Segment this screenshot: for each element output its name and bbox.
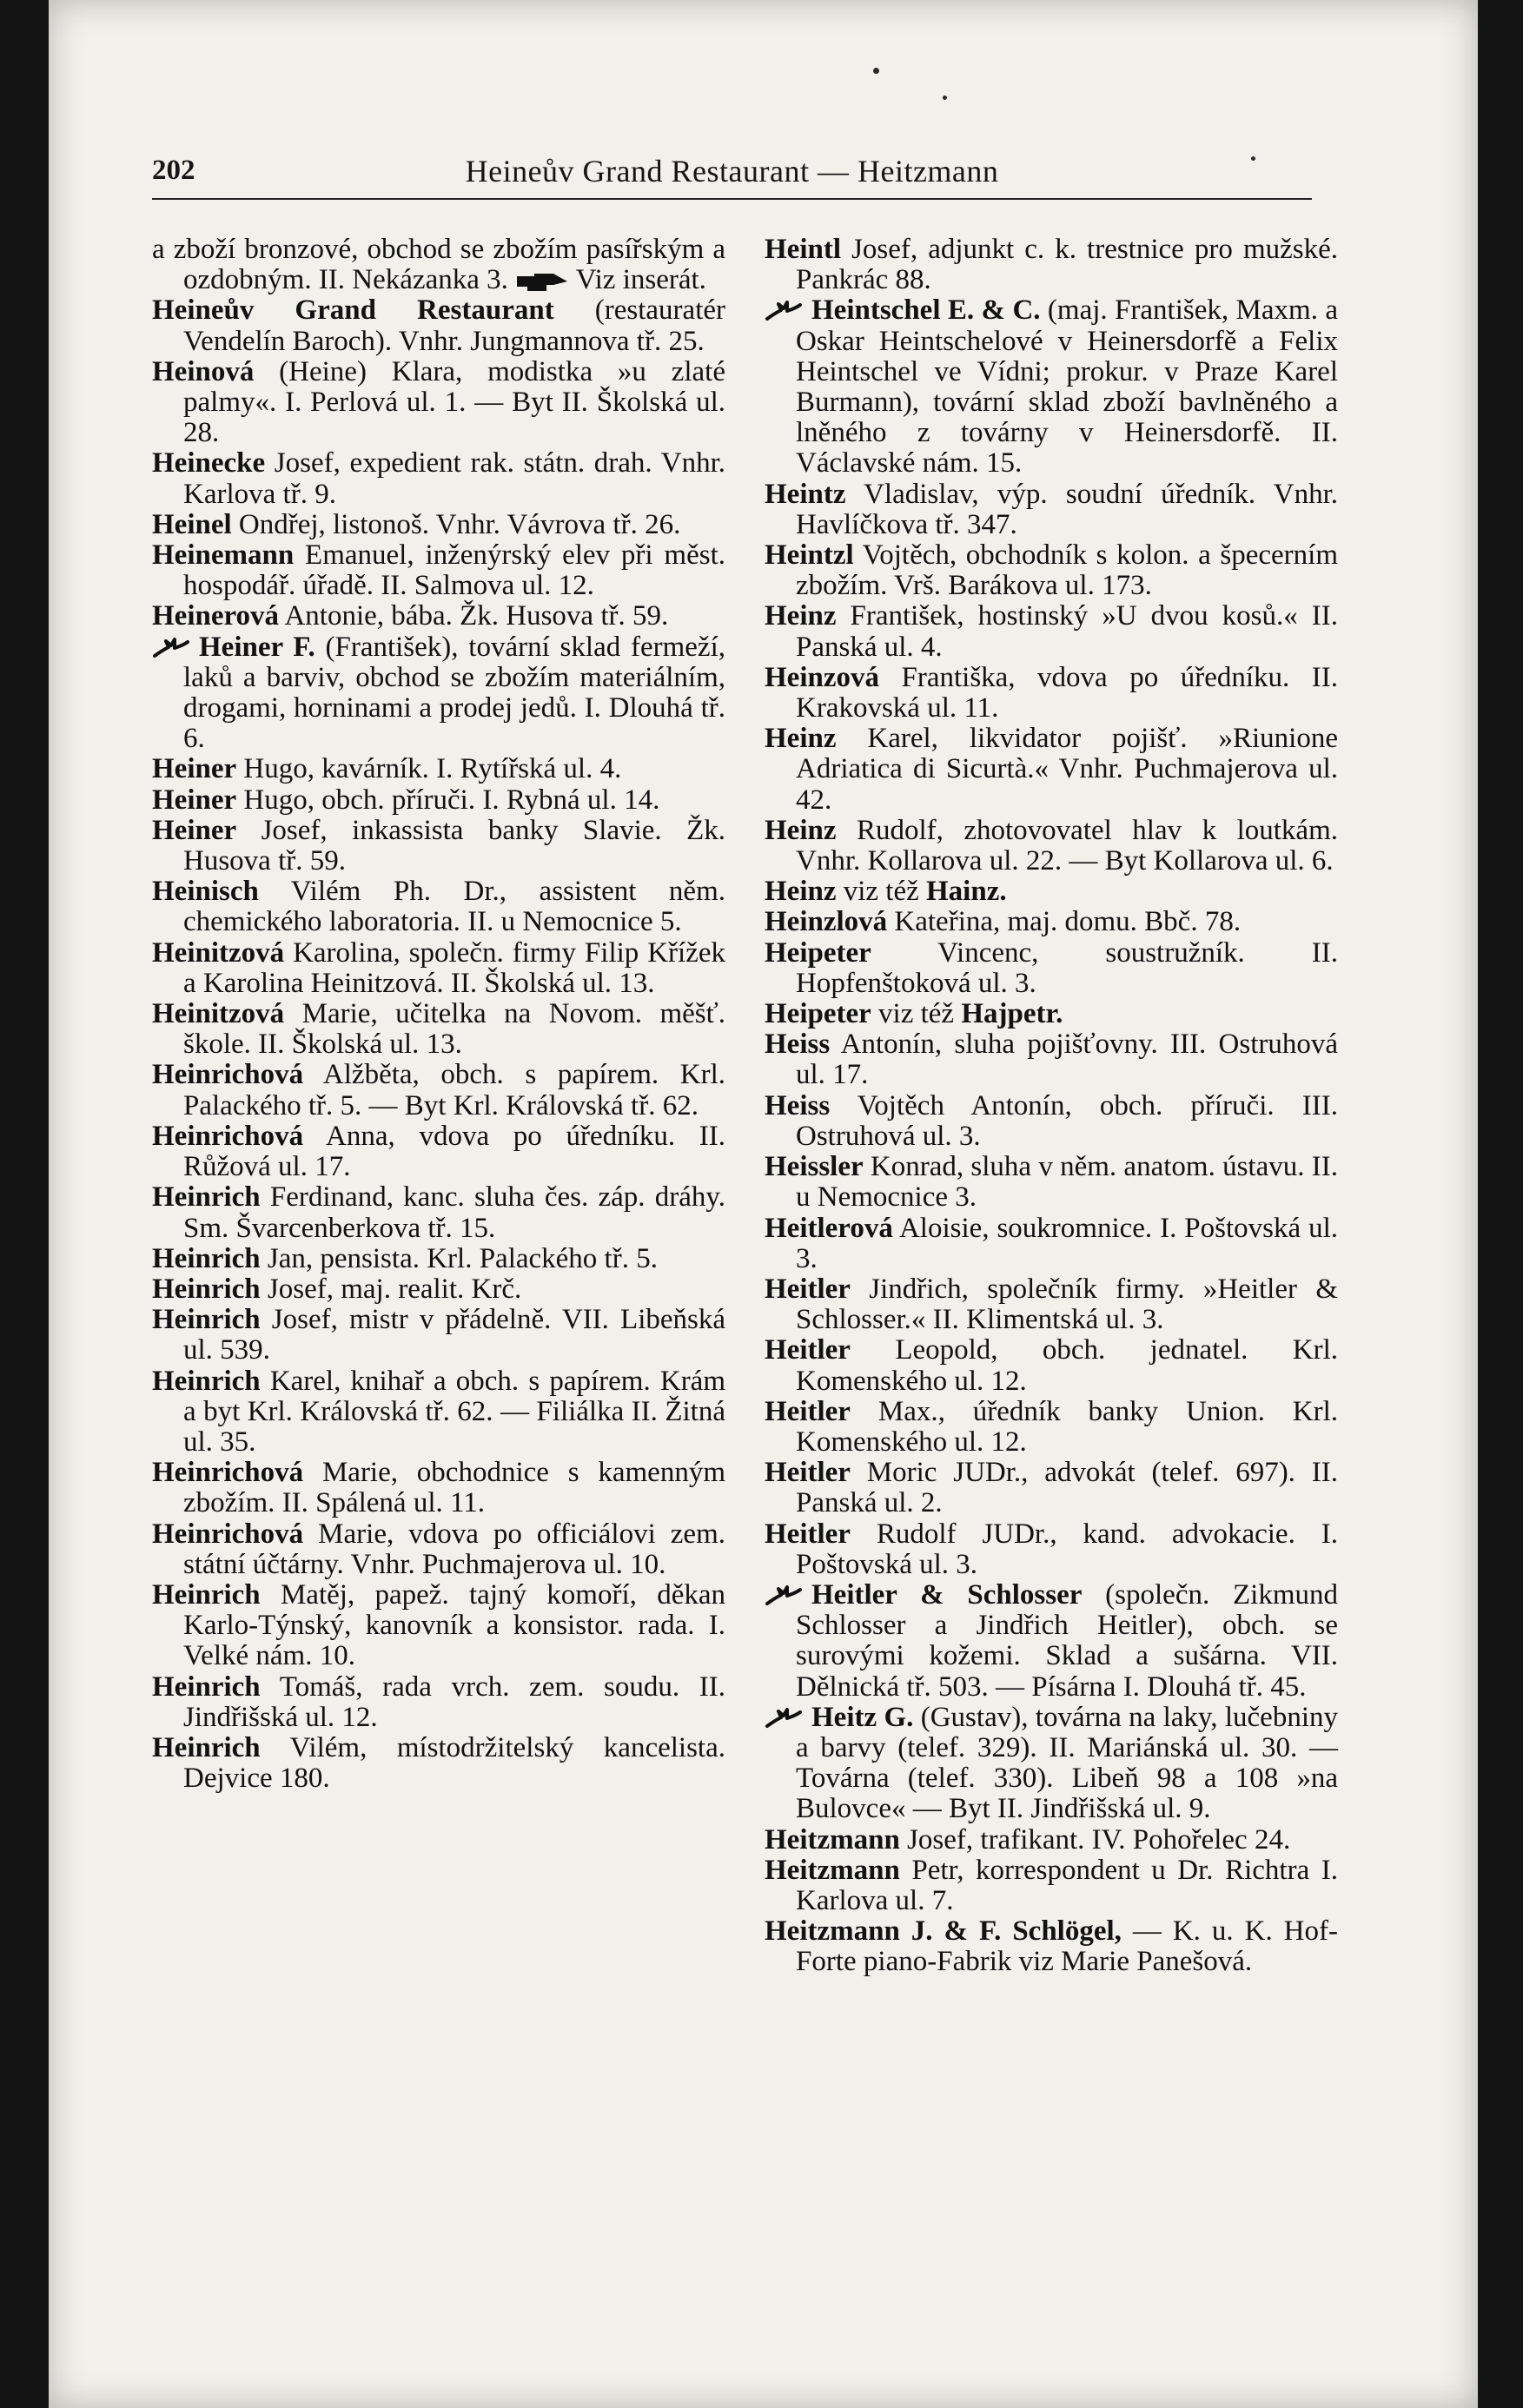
entry-details: Moric JUDr., advokát (telef. 697). II. Panská ul. 2. <box>796 1457 1338 1519</box>
entry-cross-reference: Hainz. <box>926 876 1007 908</box>
directory-entry <box>152 1366 725 1459</box>
directory-entry <box>152 785 725 816</box>
entry-details: Josef, adjunkt c. k. trestnice pro mužské. Pankrác 88. <box>796 234 1338 296</box>
entry-name: Heinzlová <box>765 906 888 938</box>
pointing-hand-icon <box>515 271 569 294</box>
directory-entry <box>765 816 1338 877</box>
entry-name: Heinrichová <box>152 1059 304 1091</box>
directory-entry <box>152 1182 725 1243</box>
entry-name: Heipeter <box>765 936 871 969</box>
directory-entry <box>152 816 725 877</box>
entry-name: Heinrich <box>152 1304 261 1336</box>
entry-details: Karel, knihař a obch. s papírem. Krám a byt Krl. Královská tř. 62. — Filiálka II. Žitná ul. 35. <box>183 1365 725 1458</box>
page-number: 202 <box>152 155 195 186</box>
directory-entry <box>152 999 725 1060</box>
directory-entry <box>765 1091 1338 1152</box>
entry-details: Vojtěch, obchodník s kolon. a špecerním zbožím. Vrš. Barákova ul. 173. <box>796 539 1338 602</box>
directory-entry <box>765 1856 1338 1916</box>
entry-details: a zboží bronzové, obchod se zbožím pasířským a ozdobným. II. Nekázanka 3. <box>152 234 725 296</box>
directory-entry <box>152 601 725 632</box>
directory-entry <box>765 1152 1338 1213</box>
entry-name: Heitler <box>765 1518 851 1550</box>
entry-name: Heitler <box>765 1457 851 1489</box>
entry-name: Heinzová <box>765 661 879 693</box>
directory-entry <box>152 510 725 540</box>
entry-details: Ferdinand, kanc. sluha čes. záp. dráhy. Sm. Švarcenberkova tř. 15. <box>183 1181 725 1244</box>
entry-name: Heitler <box>765 1273 851 1305</box>
entry-details: Vladislav, výp. soudní úředník. Vnhr. Havlíčkova tř. 347. <box>796 478 1338 540</box>
entry-details: (maj. František, Maxm. a Oskar Heintschelové v Heinersdorfě a Felix Heintschel ve Vídni; prokur. v Praze Karel Burmann), tovární sklad zboží bavlněného a lněného z továrny v Heinersdorfě. II. Václavské nám. 15. <box>796 294 1338 480</box>
entry-name: Heinitzová <box>152 998 285 1030</box>
entry-name: Heinz <box>765 723 837 755</box>
entry-details: Marie, vdova po officiálovi zem. státní účtárny. Vnhr. Puchmajerova ul. 10. <box>183 1518 725 1580</box>
directory-entry <box>152 1519 725 1580</box>
entry-details: Karolina, společn. firmy Filip Křížek a Karolina Heinitzová. II. Školská ul. 13. <box>183 936 725 999</box>
entry-details: Anna, vdova po úředníku. II. Růžová ul. 17. <box>183 1120 725 1183</box>
entry-details: Kateřina, maj. domu. Bbč. 78. <box>887 906 1242 938</box>
directory-entry <box>152 235 725 295</box>
entry-details: Vojtěch Antonín, obch. příruči. III. Ostruhová ul. 3. <box>796 1089 1338 1152</box>
entry-name: Heintzl <box>765 539 854 572</box>
directory-entry <box>765 1458 1338 1518</box>
entry-details: (společn. Zikmund Schlosser a Jindřich Heitler), obch. se surovými kožemi. Sklad a sušárna. VII. Dělnická tř. 503. — Písárna I. Dlouhá tř. 45. <box>796 1578 1338 1703</box>
entry-name: Heinel <box>152 508 232 540</box>
entry-name: Heinrich <box>152 1578 261 1611</box>
entry-details: Tomáš, rada vrch. zem. soudu. II. Jindřišská ul. 12. <box>183 1670 725 1733</box>
entry-name: Heinz <box>765 600 837 632</box>
entry-details: viz též <box>836 876 927 908</box>
directory-entry <box>765 1214 1338 1274</box>
directory-entry <box>765 663 1338 724</box>
entry-name: Heitzmann <box>765 1854 900 1886</box>
entry-details: Petr, korrespondent u Dr. Richtra I. Karlova ul. 7. <box>796 1854 1338 1916</box>
directory-entry <box>765 1825 1338 1856</box>
entry-name: Heiner <box>152 784 237 816</box>
entry-name: Heinrich <box>152 1181 261 1214</box>
directory-entry <box>765 999 1338 1029</box>
entry-name: Heitzmann <box>765 1823 900 1856</box>
directory-entry <box>152 1305 725 1366</box>
right-column <box>765 235 1338 1978</box>
entry-details: Rudolf, zhotovovatel hlav k loutkám. Vnhr. Kollarova ul. 22. — Byt Kollarova ul. 6. <box>796 814 1338 877</box>
entry-details: (Heine) Klara, modistka »u zlaté palmy«. I. Perlová ul. 1. — Byt II. Školská ul. 28. <box>183 355 725 449</box>
directory-entry <box>152 1060 725 1121</box>
directory-entry <box>152 1274 725 1305</box>
directory-entry <box>765 1397 1338 1458</box>
directory-entry <box>765 1029 1338 1090</box>
entry-name: Heintschel E. & C. <box>811 294 1041 327</box>
directory-entry <box>152 1580 725 1672</box>
directory-entry <box>152 1244 725 1274</box>
entry-name: Heinisch <box>152 876 259 908</box>
entry-details: (František), tovární sklad fermeží, laků a barviv, obchod se zbožím materiálním, drogami, horninami a prodej jedů. I. Dlouhá tř. 6. <box>183 631 725 755</box>
entry-details: Hugo, kavárník. I. Rytířská ul. 4. <box>236 753 622 785</box>
entry-details: Vilém Ph. Dr., assistent něm. chemického laboratoria. II. u Nemocnice 5. <box>183 876 725 938</box>
directory-entry <box>765 1703 1338 1825</box>
directory-entry <box>152 1672 725 1733</box>
entry-name: Heinitzová <box>152 936 285 969</box>
entry-name: Heinrich <box>152 1365 261 1397</box>
entry-name: Heinrichová <box>152 1457 304 1489</box>
entry-suffix: Viz inserát. <box>569 264 706 296</box>
entry-details: Leopold, obch. jednatel. Krl. Komenského ul. 12. <box>796 1334 1338 1397</box>
entry-name: Heinz <box>765 814 837 846</box>
entry-details: František, hostinský »U dvou kosů.« II. Panská ul. 4. <box>796 600 1338 663</box>
entry-details: Alžběta, obch. s papírem. Krl. Palackého tř. 5. — Byt Krl. Královská tř. 62. <box>183 1059 725 1121</box>
entry-name: Heitlerová <box>765 1212 893 1244</box>
entry-details: Max., úředník banky Union. Krl. Komenského ul. 12. <box>796 1395 1338 1458</box>
entry-details: Jindřich, společník firmy. »Heitler & Schlosser.« II. Klimentská ul. 3. <box>796 1273 1338 1336</box>
entry-name: Heissler <box>765 1151 864 1183</box>
entry-details: Josef, expedient rak. státn. drah. Vnhr. Karlova tř. 9. <box>183 447 725 510</box>
directory-entry <box>765 907 1338 937</box>
entry-details: Marie, učitelka na Novom. měšť. škole. II. Školská ul. 13. <box>183 998 725 1061</box>
directory-entry <box>765 877 1338 907</box>
firm-mark-icon <box>152 638 192 658</box>
entry-details: — K. u. K. Hof-Forte piano-Fabrik viz Marie Panešová. <box>796 1915 1338 1978</box>
entry-details: Františka, vdova po úředníku. II. Krakovská ul. 11. <box>796 661 1338 724</box>
header-rule <box>152 198 1312 200</box>
entry-name: Heiner <box>152 753 237 785</box>
entry-details: Marie, obchodnice s kamenným zbožím. II. Spálená ul. 11. <box>183 1457 725 1519</box>
entry-name: Heintl <box>765 234 841 265</box>
entry-details: Josef, trafikant. IV. Pohořelec 24. <box>899 1823 1291 1856</box>
directory-entry <box>152 357 725 449</box>
directory-entry <box>152 1121 725 1182</box>
directory-entry <box>765 601 1338 662</box>
entry-details: Ondřej, listonoš. Vnhr. Vávrova tř. 26. <box>231 508 681 540</box>
entry-details: Hugo, obch. příruči. I. Rybná ul. 14. <box>236 784 660 816</box>
entry-name: Heinrichová <box>152 1518 304 1550</box>
print-speck <box>943 96 947 100</box>
entry-details: Josef, mistr v přádelně. VII. Libeňská ul. 539. <box>183 1304 725 1366</box>
directory-entry <box>765 1274 1338 1335</box>
entry-details: Rudolf JUDr., kand. advokacie. I. Poštovská ul. 3. <box>796 1518 1338 1580</box>
print-speck <box>873 68 879 74</box>
left-column <box>152 235 725 1794</box>
entry-details: (restauratér Vendelín Baroch). Vnhr. Jungmannova tř. 25. <box>183 294 725 357</box>
directory-entry <box>152 1458 725 1518</box>
directory-entry <box>765 1916 1338 1977</box>
entry-details: Konrad, sluha v něm. anatom. ústavu. II. u Nemocnice 3. <box>796 1151 1338 1214</box>
entry-name: Heinecke <box>152 447 266 480</box>
entry-name: Heiner F. <box>199 631 315 663</box>
entry-name: Heinrich <box>152 1670 261 1703</box>
entry-details: Vilém, místodržitelský kancelista. Dejvice 180. <box>183 1731 725 1795</box>
entry-details: Karel, likvidator pojišť. »Riunione Adriatica di Sicurtà.« Vnhr. Puchmajerova ul. 42. <box>796 723 1338 816</box>
directory-entry <box>152 877 725 937</box>
entry-name: Heitler <box>765 1395 851 1427</box>
entry-name: Heinrich <box>152 1242 261 1274</box>
entry-name: Heinrich <box>152 1273 261 1305</box>
entry-details: (Gustav), továrna na laky, lučebniny a barvy (telef. 329). II. Mariánská ul. 30. — Továrna (telef. 330). Libeň 98 a 108 »na Bulovce« — Byt II. Jindřišská ul. 9. <box>796 1701 1338 1825</box>
directory-entry <box>152 1733 725 1794</box>
directory-entry <box>152 295 725 356</box>
directory-entry <box>152 938 725 999</box>
directory-entry <box>765 295 1338 479</box>
entry-name: Heintz <box>765 478 846 510</box>
entry-name: Heitler <box>765 1334 851 1366</box>
entry-details: viz též <box>871 998 962 1030</box>
entry-details: Vincenc, soustružník. II. Hopfenštoková ul. 3. <box>796 936 1338 999</box>
entry-name: Heipeter <box>765 998 871 1030</box>
firm-mark-icon <box>765 1708 805 1729</box>
entry-details: Josef, maj. realit. Krč. <box>260 1273 522 1305</box>
entry-details: Jan, pensista. Krl. Palackého tř. 5. <box>260 1242 658 1274</box>
firm-mark-icon <box>765 1585 805 1606</box>
entry-details: Emanuel, inženýrský elev při měst. hospodář. úřadě. II. Salmova ul. 12. <box>183 539 725 602</box>
entry-name: Heitzmann J. & F. Schlögel, <box>765 1915 1122 1948</box>
entry-details: Josef, inkassista banky Slavie. Žk. Husova tř. 59. <box>183 814 725 877</box>
entry-cross-reference: Hajpetr. <box>961 998 1063 1030</box>
directory-entry <box>152 540 725 601</box>
directory-entry <box>765 235 1338 295</box>
entry-details: Matěj, papež. tajný komoří, děkan Karlo-Týnský, kanovník a konsistor. rada. I. Velké nám. 10. <box>183 1578 725 1672</box>
print-speck <box>1251 156 1255 161</box>
entry-details: Aloisie, soukromnice. I. Poštovská ul. 3. <box>796 1212 1338 1274</box>
entry-name: Heinemann <box>152 539 295 572</box>
entry-name: Heiner <box>152 814 237 846</box>
entry-details: Antonín, sluha pojišťovny. III. Ostruhová ul. 17. <box>796 1029 1338 1091</box>
entry-name: Heinová <box>152 355 255 387</box>
directory-entry <box>152 632 725 755</box>
entry-name: Heineův Grand Restaurant <box>152 294 554 327</box>
directory-entry <box>765 724 1338 816</box>
directory-entry <box>765 938 1338 999</box>
directory-entry <box>765 1519 1338 1580</box>
entry-name: Heinz <box>765 876 837 908</box>
directory-entry <box>152 754 725 784</box>
page-header <box>152 148 1312 200</box>
entry-name: Heiss <box>765 1089 831 1121</box>
entry-details: Antonie, bába. Žk. Husova tř. 59. <box>279 600 669 632</box>
entry-name: Heinrichová <box>152 1120 304 1152</box>
running-head: Heineův Grand Restaurant — Heitzmann <box>465 154 999 189</box>
directory-entry <box>765 540 1338 601</box>
entry-name: Heitz G. <box>811 1701 914 1733</box>
firm-mark-icon <box>765 301 805 321</box>
directory-entry <box>765 1335 1338 1396</box>
entry-name: Heinrich <box>152 1731 261 1763</box>
entry-name: Heitler & Schlosser <box>811 1578 1083 1611</box>
entry-name: Heiss <box>765 1029 831 1061</box>
directory-entry <box>765 480 1338 540</box>
entry-name: Heinerová <box>152 600 280 632</box>
directory-entry <box>152 448 725 509</box>
directory-entry <box>765 1580 1338 1703</box>
